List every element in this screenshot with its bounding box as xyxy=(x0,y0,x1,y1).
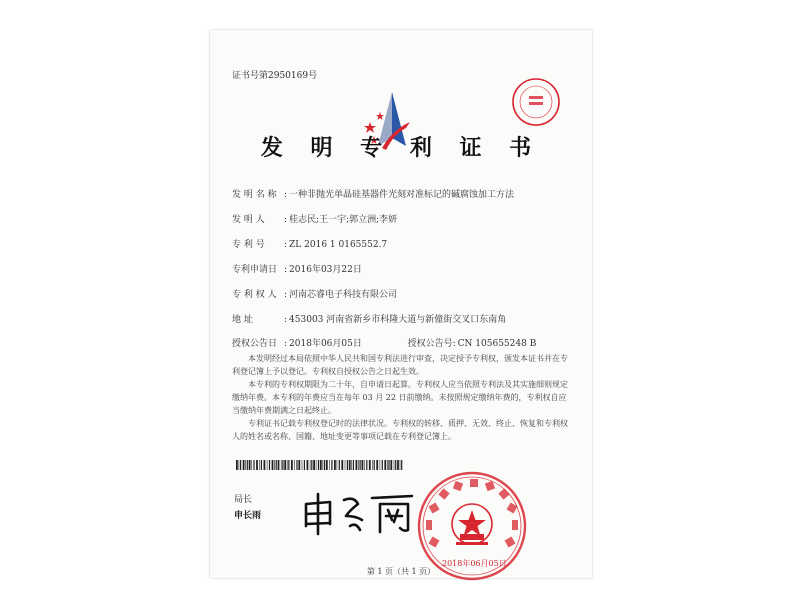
certificate-title: 发 明 专 利 证 书 xyxy=(260,135,542,161)
field-inventors: 发 明 人 : 桂志民;王一宇;郭立洲;李妍 xyxy=(232,215,398,225)
field-filing-date: 专利申请日 : 2016年03月22日 xyxy=(232,265,362,275)
barcode xyxy=(236,460,404,470)
seal-date: 2018年06月05日 xyxy=(442,559,507,568)
field-patent-number: 专 利 号 : ZL 2016 1 0165552.7 xyxy=(232,240,388,250)
page-number: 第 1 页（共 1 页） xyxy=(366,567,436,576)
body-paragraph: 本专利的专利权期限为二十年，自申请日起算。专利权人应当依照专利法及其实施细则规定缴纳年费。本专利的年费应当在每年 03 月 22 日前缴纳。未按照规定缴纳年费的，专利权自应当缴纳年费期满之日起终止。 xyxy=(232,380,568,415)
director-signature xyxy=(300,486,418,538)
body-paragraph: 本发明经过本局依照中华人民共和国专利法进行审查，决定授予专利权，颁发本证书并在专利登记簿上予以登记。专利权自授权公告之日起生效。 xyxy=(232,354,568,376)
field-invention-name: 发 明 名 称 : 一种非抛光单晶硅基器件光刻对准标记的碱腐蚀加工方法 xyxy=(232,190,515,200)
body-paragraph: 专利证书记载专利权登记时的法律状况。专利权的转移、质押、无效、终止、恢复和专利权人的姓名或名称、国籍、地址变更等事项记载在专利登记簿上。 xyxy=(232,419,568,441)
signature-name: 申长雨 xyxy=(234,511,262,521)
field-grant-date: 授权公告日 : 2018年06月05日 授权公告号: CN 105655248 B xyxy=(232,339,537,349)
certificate-paper xyxy=(210,30,592,578)
certificate-number: 证书号第2950169号 xyxy=(232,71,318,81)
top-seal-stamp xyxy=(510,76,562,128)
certificate-body-text xyxy=(232,352,572,443)
field-address: 地 址 : 453003 河南省新乡市科隆大道与新僮街交叉口东南角 xyxy=(232,315,507,325)
field-patentee: 专 利 权 人 : 河南芯睿电子科技有限公司 xyxy=(232,290,398,300)
signature-title: 局长 xyxy=(234,495,253,505)
